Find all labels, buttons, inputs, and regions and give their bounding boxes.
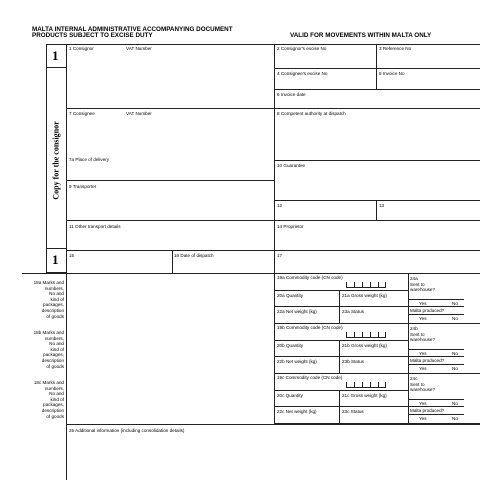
box-11-label: 11 Other transport details [69, 224, 121, 229]
warehouse-no-option[interactable]: No [452, 401, 458, 406]
commodity-code-label: 19b Commodity code (CN code) [277, 325, 343, 330]
row-line-transport-details [66, 220, 480, 221]
box-7-vat-label: VAT Number [126, 111, 152, 116]
commodity-code-field[interactable] [346, 282, 386, 288]
box-16-label: 16 Date of dispatch [174, 253, 214, 258]
malta-produced-question: Malta produced? [410, 308, 445, 313]
box-14-label: 14 Proprietor [277, 224, 304, 229]
item-row-line [408, 314, 464, 315]
gross-weight-label: 21b Gross weight (kg) [342, 343, 387, 348]
row-line-transporter [66, 180, 274, 181]
warehouse-question: 24b Sent to warehouse? [410, 326, 436, 343]
quantity-label: 20a Quantity [277, 293, 304, 298]
box-17-label: 17 [277, 253, 283, 258]
commodity-code-field[interactable] [346, 332, 386, 338]
sidebar-right-line [66, 68, 67, 248]
gross-weight-label: 21a Gross weight (kg) [342, 293, 387, 298]
item-row-line [408, 356, 464, 357]
box-15-label: 15 [69, 253, 75, 258]
commodity-code-label: 19c Commodity code (CN code) [277, 375, 343, 380]
box-2-label: 2 Consignor's excise No [277, 46, 327, 51]
copy-number: 1 [52, 48, 59, 63]
commodity-code-label: 19a Commodity code (CN code) [277, 275, 343, 280]
item-row-line [274, 406, 408, 407]
box-12-label: 12 [277, 203, 283, 208]
item-marks-label: 18a Marks and numbers, No and kind of packages, description of goods [33, 280, 64, 319]
box-4-label: 4 Consignee's excise No [277, 71, 328, 76]
box13-divider [376, 200, 377, 220]
validity-notice: VALID FOR MOVEMENTS WITHIN MALTA ONLY [290, 32, 432, 39]
box-13-label: 13 [379, 203, 385, 208]
status-label: 23a Status [342, 309, 364, 314]
items-middle-line [274, 273, 275, 424]
row-line-12 [274, 200, 480, 201]
item-marks-label: 18c Marks and numbers, No and kind of packages, description of goods [33, 380, 64, 419]
items-left-line [66, 273, 67, 480]
net-weight-label: 22c Net weight (kg) [277, 409, 317, 414]
box-8-label: 8 Competent authority at dispatch [277, 111, 346, 116]
item-row-line [408, 349, 464, 350]
box-1-vat-label: VAT Number [126, 46, 152, 51]
row-line-guarantee [274, 160, 480, 161]
box-5-label: 5 Invoice No [379, 71, 405, 76]
item-row-line [408, 299, 464, 300]
status-label: 23c Status [342, 409, 364, 414]
item-row-line [408, 406, 464, 407]
item-marks-label: 18b Marks and numbers, No and kind of packages, description of goods [33, 330, 64, 369]
box-10-label: 10 Guarantee [277, 163, 306, 168]
row-line-25 [66, 424, 480, 425]
item-row-line [274, 306, 408, 307]
top-border [66, 44, 480, 45]
middle-divider [274, 44, 275, 273]
warehouse-yes-option[interactable]: Yes [419, 301, 427, 306]
warehouse-question: 24c Sent to warehouse? [410, 376, 436, 393]
item-row-line [408, 414, 464, 415]
copy-number-box [46, 44, 67, 68]
item-row-line [408, 306, 464, 307]
malta-no-option[interactable]: No [452, 366, 458, 371]
form-title-line2: PRODUCTS SUBJECT TO EXCISE DUTY [32, 32, 153, 39]
malta-yes-option[interactable]: Yes [419, 366, 427, 371]
box-3-label: 3 Reference No [379, 46, 412, 51]
box-1-label: 1 Consignor [69, 46, 94, 51]
warehouse-yes-option[interactable]: Yes [419, 351, 427, 356]
box-6-label: 6 Invoice date [277, 92, 306, 97]
item-row-line [408, 399, 464, 400]
net-weight-label: 22a Net weight (kg) [277, 309, 317, 314]
status-label: 23b Status [342, 359, 364, 364]
row-line-consignee [66, 108, 480, 109]
row-line-15 [66, 250, 480, 251]
form-title-line1: MALTA INTERNAL ADMINISTRATIVE ACCOMPANYING DOCUMENT [32, 26, 233, 33]
copy-for-consignor-label: Copy for the consignor [51, 121, 61, 200]
copy-number-bottom-box [46, 248, 67, 273]
malta-no-option[interactable]: No [452, 316, 458, 321]
commodity-code-field[interactable] [346, 382, 386, 388]
sidebar-left-line [46, 68, 47, 248]
quantity-label: 20b Quantity [277, 343, 304, 348]
box-25-label: 25 Additional information (including consolidation details) [69, 428, 185, 433]
item-bottom-line [274, 323, 480, 324]
gross-weight-label: 21c Gross weight (kg) [342, 393, 387, 398]
warehouse-yes-option[interactable]: Yes [419, 401, 427, 406]
row-line-r2 [274, 89, 480, 90]
malta-yes-option[interactable]: Yes [419, 316, 427, 321]
item-row-line [274, 356, 408, 357]
item-row-line [274, 290, 408, 291]
item-row-line [408, 364, 464, 365]
row-line-r1 [274, 68, 480, 69]
box-7-label: 7 Consignee [69, 111, 95, 116]
box5-divider [376, 68, 377, 89]
malta-produced-question: Malta produced? [410, 408, 445, 413]
box-7a-label: 7a Place of delivery [69, 157, 110, 162]
item-row-line [274, 340, 408, 341]
warehouse-no-option[interactable]: No [452, 351, 458, 356]
box3-divider [376, 44, 377, 68]
box16-divider [172, 250, 173, 273]
malta-produced-question: Malta produced? [410, 358, 445, 363]
malta-yes-option[interactable]: Yes [419, 416, 427, 421]
quantity-label: 20c Quantity [277, 393, 303, 398]
warehouse-question: 24a Sent to warehouse? [410, 276, 436, 293]
box-9-label: 9 Transporter [69, 184, 97, 189]
copy-number-bottom: 1 [52, 252, 59, 267]
warehouse-no-option[interactable]: No [452, 301, 458, 306]
item-bottom-line [274, 373, 480, 374]
net-weight-label: 22b Net weight (kg) [277, 359, 317, 364]
item-row-line [274, 390, 408, 391]
row-line-items [22, 273, 480, 274]
malta-no-option[interactable]: No [452, 416, 458, 421]
